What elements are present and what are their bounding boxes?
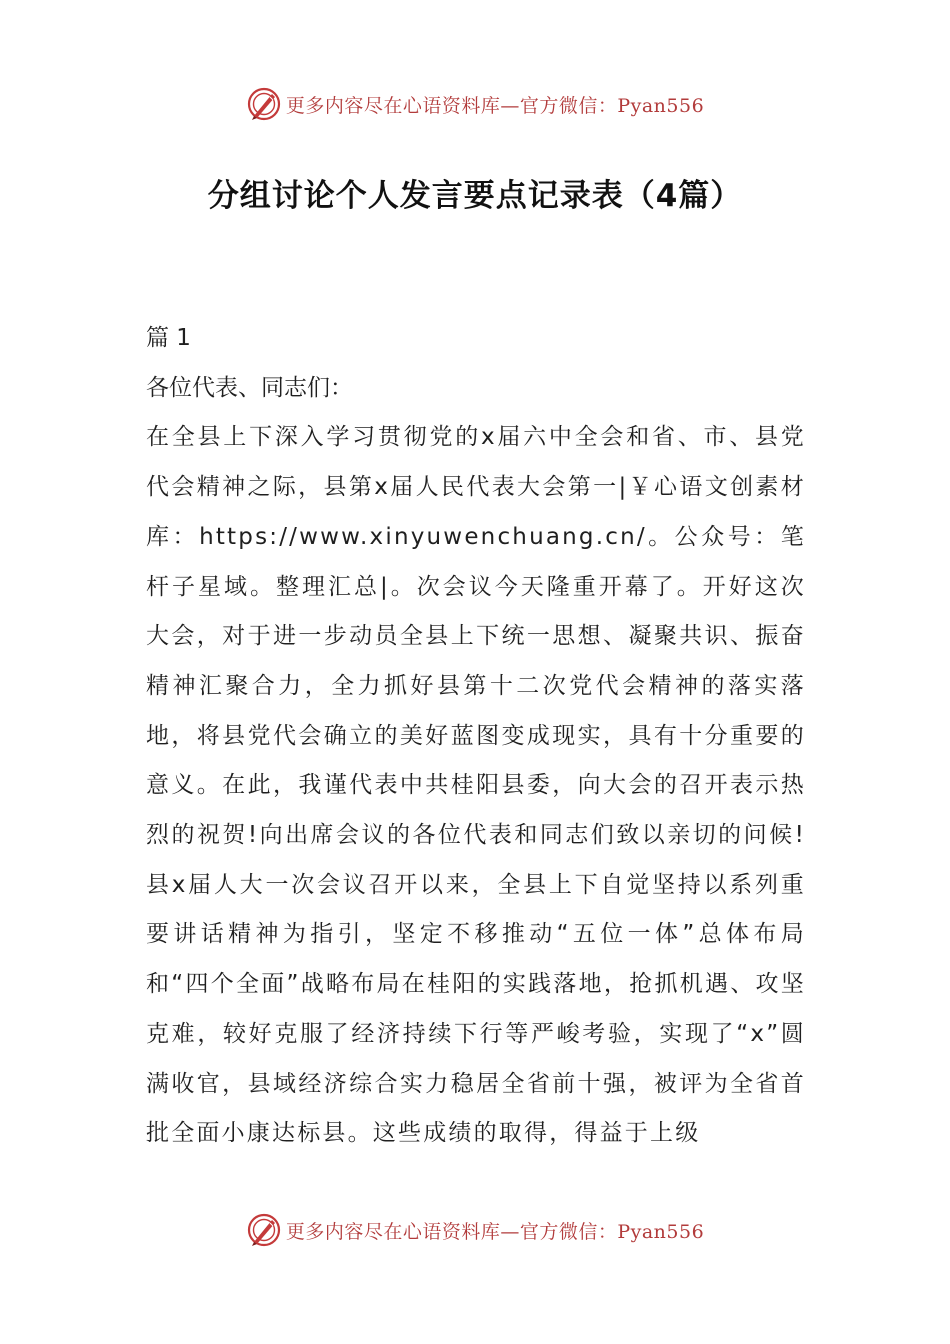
header-banner [0, 84, 950, 124]
section-label: 篇 1 [146, 325, 191, 351]
pen-logo-icon [246, 1212, 282, 1248]
footer-banner [0, 1210, 950, 1250]
banner-wechat: 官方微信：Pyan556 [519, 1220, 705, 1243]
banner-text [286, 1217, 704, 1244]
banner-text [286, 91, 704, 118]
banner-site-name: 更多内容尽在心语资料库 [285, 94, 501, 117]
document-title: 分组讨论个人发言要点记录表（4篇） [207, 178, 743, 214]
document-body [146, 314, 806, 1159]
pen-logo-icon [246, 86, 282, 122]
banner-site-name: 更多内容尽在心语资料库 [285, 1220, 501, 1243]
body-paragraph: 在全县上下深入学习贯彻党的x届六中全会和省、市、县党代会精神之际，县第x届人民代表大会第一|￥心语文创素材库：https://www.xinyuwenchuang.cn/。公众号：笔杆子星域。整理汇总|。次会议今天隆重开幕了。开好这次大会，对于进一步动员全县上下统一思想、凝聚共识、振奋精神汇聚合力，全力抓好县第十二次党代会精神的落实落地，将县党代会确立的美好蓝图变成现实，具有十分重要的意义。在此，我谨代表中共桂阳县委，向大会的召开表示热烈的祝贺!向出席会议的各位代表和同志们致以亲切的问候!县x届人大一次会议召开以来，全县上下自觉坚持以系列重要讲话精神为指引，坚定不移推动“五位一体”总体布局和“四个全面”战略布局在桂阳的实践落地，抢抓机遇、攻坚克难，较好克服了经济持续下行等严峻考验，实现了“x”圆满收官，县域经济综合实力稳居全省前十强，被评为全省首批全面小康达标县。这些成绩的取得，得益于上级 [146, 424, 806, 1147]
banner-dash: — [500, 1220, 520, 1243]
banner-wechat: 官方微信：Pyan556 [519, 94, 705, 117]
banner-dash: — [500, 94, 520, 117]
salutation: 各位代表、同志们： [146, 374, 353, 401]
